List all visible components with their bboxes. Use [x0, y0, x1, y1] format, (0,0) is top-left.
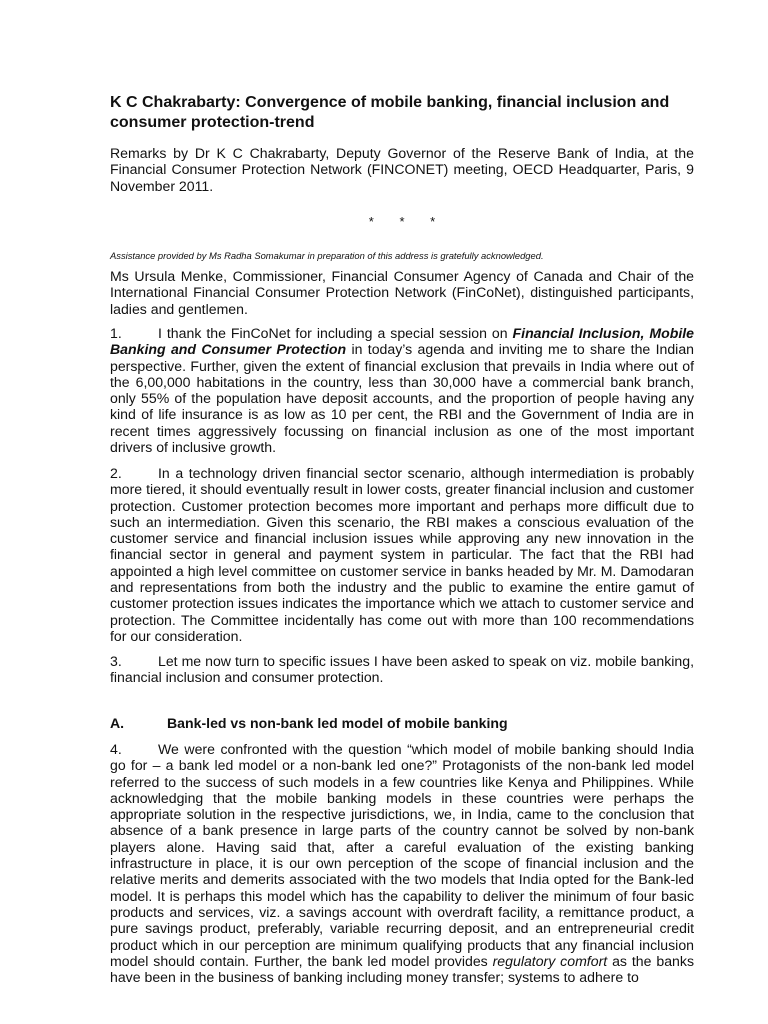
paragraph-3	[110, 653, 694, 686]
paragraph-text: I thank the FinCoNet for including a special session on	[158, 325, 513, 341]
paragraph-1	[110, 325, 694, 455]
salutation-paragraph: Ms Ursula Menke, Commissioner, Financial Consumer Agency of Canada and Chair of the International Financial Consumer Protection Network (FinCoNet), distinguished participants, ladies and gentlemen.	[110, 268, 694, 317]
emphasis-text: regulatory comfort	[492, 952, 608, 969]
section-letter: A.	[110, 715, 125, 731]
paragraph-number: 1.	[110, 325, 122, 341]
paragraph-2	[110, 465, 694, 644]
section-heading-text: Bank-led vs non-bank led model of mobile banking	[167, 715, 508, 731]
document-title: K C Chakrabarty: Convergence of mobile banking, financial inclusion and consumer protection-trend	[110, 94, 670, 131]
paragraph-text: as the banks have been in the business of banking including money transfer; systems to adhere to	[110, 952, 694, 986]
emphasis-text: Financial Inclusion, Mobile Banking and Consumer Protection	[110, 325, 694, 358]
section-heading	[110, 715, 694, 731]
assistance-note: Assistance provided by Ms Radha Somakumar in preparation of this address is gratefully acknowledged.	[110, 250, 544, 261]
paragraph-number: 4.	[110, 741, 122, 757]
paragraph-number: 2.	[110, 465, 122, 481]
paragraph-4	[110, 741, 694, 985]
paragraph-text: We were confronted with the question “which model of mobile banking should India go for – a bank led model or a non-bank led one?” Protagonists of the non-bank led model referred to the success of such models in a few countries like Kenya and Philippines. While acknowledging that the mobile banking models in these countries were perhaps the appropriate solution in the respective jurisdictions, we, in India, came to the conclusion that absence of a bank presence in large parts of the country cannot be solved by non-bank players alone. Having said that, after a careful evaluation of the existing banking infrastructure in place, it is our own perception of the scope of financial inclusion and the relative merits and demerits associated with the two models that India opted for the Bank-led model. It is perhaps this model which has the capability to deliver the minimum of four basic products and services, viz. a savings account with overdraft facility, a remittance product, a pure savings product, preferably, variable recurring deposit, and an entrepreneurial credit product which in our perception are minimum qualifying products that any financial inclusion model should contain. Further, the bank led model provides	[110, 741, 694, 969]
separator-star: *	[368, 214, 374, 229]
paragraph-text: Let me now turn to specific issues I have been asked to speak on viz. mobile banking, financial inclusion and consumer protection.	[110, 653, 694, 686]
paragraph-text: in today’s agenda and inviting me to share the Indian perspective. Further, given the extent of financial exclusion that prevails in India where out of the 6,00,000 habitations in the country, less than 30,000 have a commercial bank branch, only 55% of the population have deposit accounts, and the proportion of people having any kind of life insurance is as low as 10 per cent, the RBI and the Government of India are in recent times aggressively focussing on financial inclusion as one of the most important drivers of inclusive growth.	[110, 341, 694, 456]
section-separator	[110, 214, 694, 229]
paragraph-text: In a technology driven financial sector scenario, although intermediation is probably more tiered, it should eventually result in lower costs, greater financial inclusion and customer protection. Customer protection becomes more important and perhaps more difficult due to such an intermediation. Given this scenario, the RBI makes a conscious evaluation of the customer service and financial inclusion issues while approving any new innovation in the financial sector in general and payment system in particular. The fact that the RBI had appointed a high level committee on customer service in banks headed by Mr. M. Damodaran and representations from both the industry and the public to examine the entire gamut of customer protection issues indicates the importance which we attach to customer service and protection. The Committee incidentally has come out with more than 100 recommendations for our consideration.	[110, 465, 694, 644]
remarks-intro: Remarks by Dr K C Chakrabarty, Deputy Governor of the Reserve Bank of India, at the Financial Consumer Protection Network (FINCONET) meeting, OECD Headquarter, Paris, 9 November 2011.	[110, 145, 694, 194]
separator-star: *	[399, 214, 405, 229]
paragraph-number: 3.	[110, 653, 122, 669]
separator-star: *	[430, 214, 436, 229]
